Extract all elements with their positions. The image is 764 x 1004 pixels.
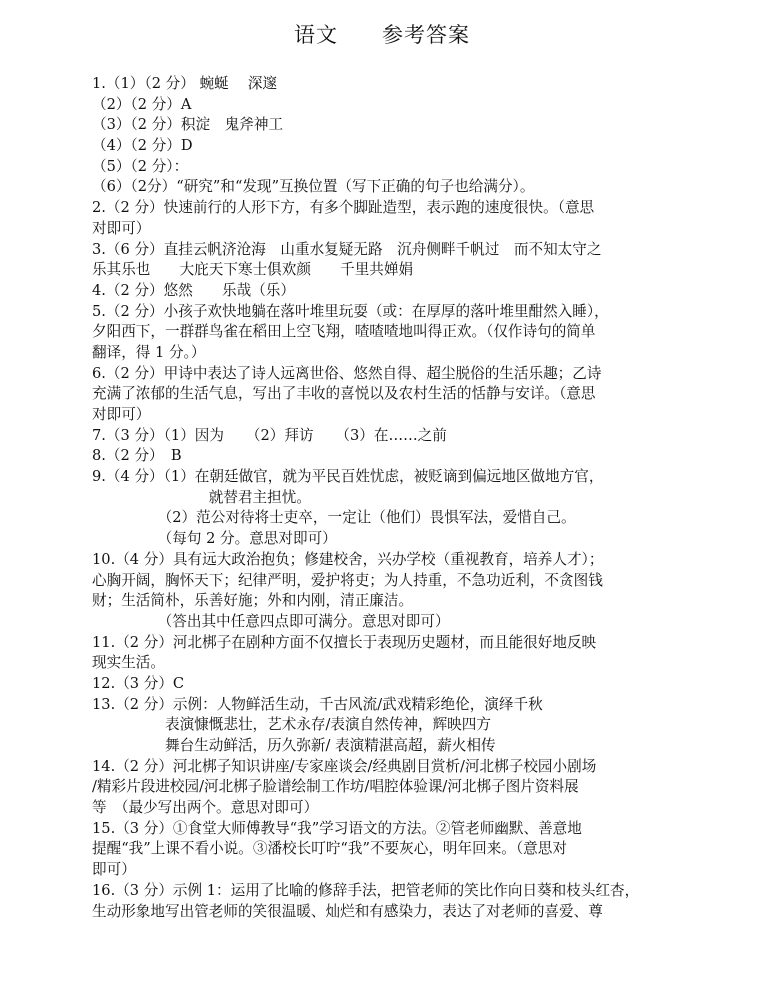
answer-line: （5）（2 分）： [92,157,189,175]
answer-line: 9.（4 分）（1）在朝廷做官，就为平民百姓忧虑，被贬谪到偏远地区做地方官， [92,468,604,486]
answer-line: 舞台生动鲜活，历久弥新/ 表演精湛高超，薪火相传 [92,737,496,754]
answer-line: 提醒“我”上课不看小说。③潘校长叮咛“我”不要灰心，明年回来。（意思对 [92,840,567,858]
answer-line: 心胸开阔，胸怀天下；纪律严明，爱护将吏；为人持重，不急功近利，不贪图钱 [92,571,603,589]
answer-line: 8.（2 分） B [92,447,182,465]
answer-content [92,74,660,922]
answer-line: 充满了浓郁的生活气息，写出了丰收的喜悦以及农村生活的恬静与安详。（意思 [92,385,596,403]
answer-line: 6.（2 分）甲诗中表达了诗人远离世俗、悠然自得、超尘脱俗的生活乐趣；乙诗 [92,364,602,382]
answer-line: 2.（2 分）快速前行的人形下方，有多个脚趾造型，表示跑的速度很快。（意思 [92,199,595,217]
answer-line: （2）（2 分）A [92,95,192,113]
answer-line: 10.（4 分）具有远大政治抱负；修建校舍，兴办学校（重视教育，培养人才）； [92,550,604,568]
answer-line: 11.（2 分）河北梆子在剧种方面不仅擅长于表现历史题材，而且能很好地反映 [92,633,597,651]
answer-line: （3）（2 分）积淀 鬼斧神工 [92,116,284,134]
answer-line: 现实生活。 [92,654,165,672]
answer-line: 生动形象地写出管老师的笑很温暖、灿烂和有感染力，表达了对老师的喜爱、尊 [92,902,603,920]
answer-line: 14.（2 分）河北梆子知识讲座/专家座谈会/经典剧目赏析/河北梆子校园小剧场 [92,757,597,775]
answer-line: 夕阳西下，一群群鸟雀在稻田上空飞翔，喳喳喳地叫得正欢。（仅作诗句的简单 [92,323,596,341]
answer-line: （4）（2 分）D [92,137,193,155]
answer-line: 7.（3 分）（1）因为 （2）拜访 （3）在……之前 [92,426,447,444]
answer-line: （6）（2分）“研究”和“发现”互换位置（写下正确的句子也给满分）。 [92,178,535,196]
answer-line: 即可） [92,861,136,879]
answer-line: 5.（2 分）小孩子欢快地躺在落叶堆里玩耍（或：在厚厚的落叶堆里酣然入睡）， [92,302,609,320]
answer-line: 12.（3 分）C [92,674,185,692]
answer-line: 15.（3 分）①食堂大师傅教导“我”学习语文的方法。②管老师幽默、善意地 [92,819,582,837]
answer-line: 翻译，得 1 分。） [92,343,206,361]
answer-line: 16.（3 分）示例 1：运用了比喻的修辞手法，把管老师的笑比作向日葵和枝头红杏， [92,881,640,899]
answer-line: 财；生活简朴，乐善好施；外和内刚，清正廉洁。 [92,592,414,610]
answer-line: 1.（1）（2 分） 蜿蜒 深邃 [92,75,278,92]
answer-line: 乐其乐也 大庇天下寒士俱欢颜 千里共婵娟 [92,261,414,279]
answer-line: 13.（2 分）示例：人物鲜活生动，千古风流/武戏精彩绝伦，演绎千秋 [92,695,543,713]
page-title: 语文 参考答案 [294,23,470,47]
answer-line: （每句 2 分。意思对即可） [92,530,337,548]
answer-line: /精彩片段进校园/河北梆子脸谱绘制工作坊/唱腔体验课/河北梆子图片资料展 [92,778,579,796]
answer-line: 就替君主担忧。 [92,488,311,506]
answer-line: 对即可） [92,406,151,423]
answer-line: 等 （最少写出两个。意思对即可） [92,799,319,817]
answer-line: 3.（6 分）直挂云帆济沧海 山重水复疑无路 沉舟侧畔千帆过 而不知太守之 [92,240,602,258]
answer-line: （2）范公对待将士吏卒，一定让（他们）畏惧军法，爱惜自己。 [92,509,576,527]
answer-line: （答出其中任意四点即可满分。意思对即可） [92,612,450,630]
answer-line: 对即可） [92,219,151,237]
answer-line: 4.（2 分）悠然 乐哉（乐） [92,281,295,299]
answer-line: 表演慷慨悲壮，艺术永存/表演自然传神，辉映四方 [92,716,491,734]
